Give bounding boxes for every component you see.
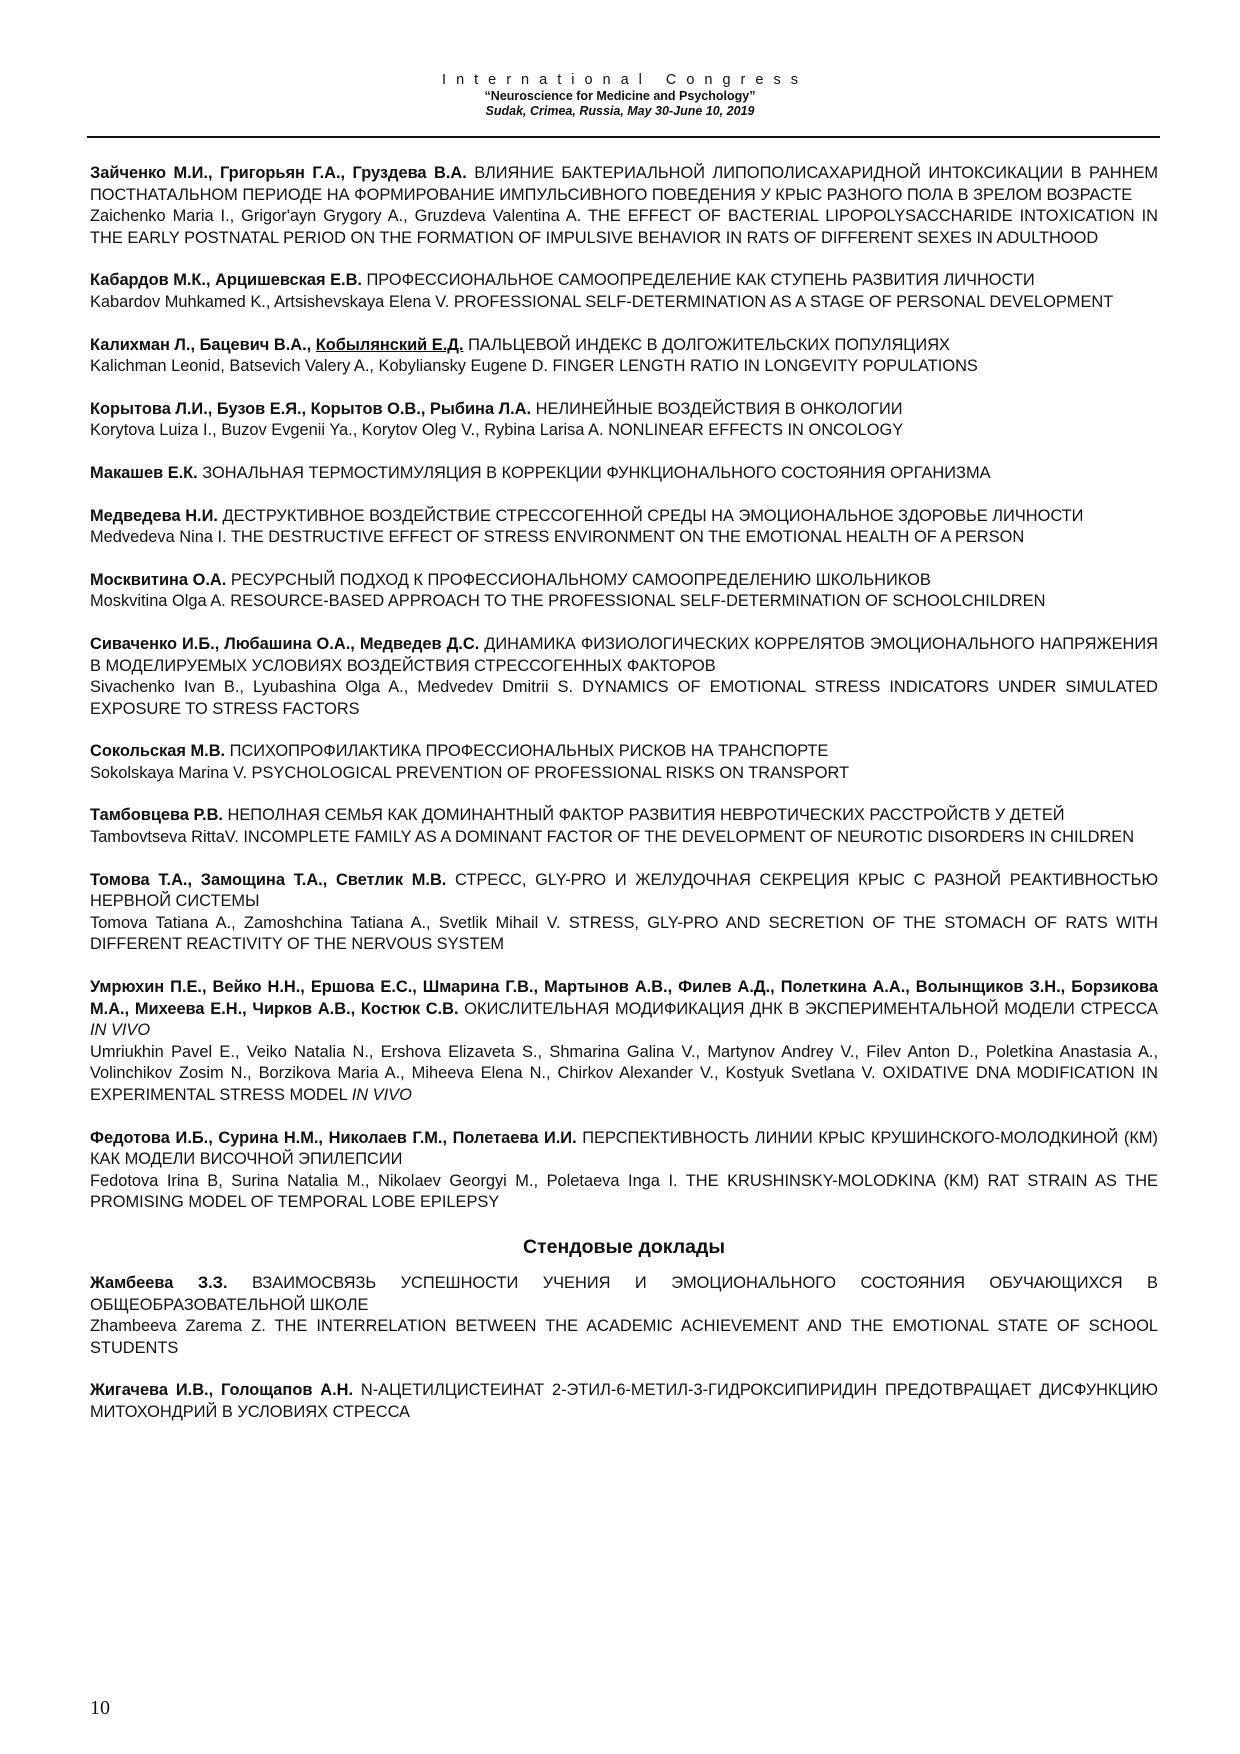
ru-authors: Сиваченко И.Б., Любашина О.А., Медведев Д.С. bbox=[90, 634, 480, 653]
en-italic-term: IN VIVO bbox=[351, 1086, 412, 1104]
abstract-entry bbox=[90, 741, 1158, 784]
ru-citation bbox=[90, 1380, 1158, 1423]
ru-citation bbox=[90, 805, 1158, 827]
poster-entry bbox=[90, 1380, 1158, 1423]
running-header bbox=[0, 72, 1240, 119]
abstract-entry bbox=[90, 399, 1158, 442]
abstract-entry bbox=[90, 1128, 1158, 1214]
en-citation: Zaichenko Maria I., Grigor'ayn Grygory A., Gruzdeva Valentina A. THE EFFECT OF BACTERIAL LIPOPOLYSACCHARIDE INTOXICATION IN THE EARLY POSTNATAL PERIOD ON THE FORMATION OF IMPULSIVE BEHAVIOR IN RATS OF DIFFERENT SEXES IN ADULTHOOD bbox=[90, 207, 1158, 247]
ru-authors: Калихман Л., Бацевич В.А., bbox=[90, 335, 316, 354]
ru-title: ДЕСТРУКТИВНОЕ ВОЗДЕЙСТВИЕ СТРЕССОГЕННОЙ СРЕДЫ НА ЭМОЦИОНАЛЬНОЕ ЗДОРОВЬЕ ЛИЧНОСТИ bbox=[217, 506, 1084, 525]
congress-name: “Neuroscience for Medicine and Psychology” bbox=[484, 89, 756, 103]
ru-citation bbox=[90, 335, 1158, 357]
ru-title: ДИНАМИКА ФИЗИОЛОГИЧЕСКИХ КОРРЕЛЯТОВ ЭМОЦИОНАЛЬНОГО НАПРЯЖЕНИЯ В МОДЕЛИРУЕМЫХ УСЛОВИЯХ ВОЗДЕЙСТВИЯ СТРЕССОГЕННЫХ ФАКТОРОВ bbox=[90, 634, 1158, 675]
abstract-entry bbox=[90, 463, 1158, 485]
ru-authors: Медведева Н.И. bbox=[90, 506, 218, 525]
ru-title: ПЕРСПЕКТИВНОСТЬ ЛИНИИ КРЫС КРУШИНСКОГО-МОЛОДКИНОЙ (КМ) КАК МОДЕЛИ ВИСОЧНОЙ ЭПИЛЕПСИИ bbox=[90, 1128, 1158, 1169]
abstract-entry bbox=[90, 335, 1158, 378]
ru-presenting-author: Кобылянский Е.Д. bbox=[315, 335, 464, 354]
abstract-entry bbox=[90, 570, 1158, 613]
ru-title: ВЛИЯНИЕ БАКТЕРИАЛЬНОЙ ЛИПОПОЛИСАХАРИДНОЙ ИНТОКСИКАЦИИ В РАННЕМ ПОСТНАТАЛЬНОМ ПЕРИОДЕ НА ФОРМИРОВАНИЕ ИМПУЛЬСИВНОГО ПОВЕДЕНИЯ У КРЫС РАЗНОГО ПОЛА В ЗРЕЛОМ ВОЗРАСТЕ bbox=[90, 164, 1158, 204]
congress-label: International Congress bbox=[442, 72, 808, 88]
en-citation: Korytova Luiza I., Buzov Evgenii Ya., Korytov Oleg V., Rybina Larisa A. NONLINEAR EFFECTS IN ONCOLOGY bbox=[90, 421, 904, 440]
en-citation: Sokolskaya Marina V. PSYCHOLOGICAL PREVENTION OF PROFESSIONAL RISKS ON TRANSPORT bbox=[90, 763, 850, 782]
ru-citation bbox=[90, 163, 1158, 206]
abstract-entry bbox=[90, 977, 1158, 1107]
ru-authors: Корытова Л.И., Бузов Е.Я., Корытов О.В., Рыбина Л.А. bbox=[90, 399, 532, 418]
ru-title: НЕЛИНЕЙНЫЕ ВОЗДЕЙСТВИЯ В ОНКОЛОГИИ bbox=[531, 399, 903, 418]
ru-authors: Тамбовцева Р.В. bbox=[90, 806, 223, 825]
ru-italic-term: IN VIVO bbox=[90, 1021, 151, 1040]
ru-title: НЕПОЛНАЯ СЕМЬЯ КАК ДОМИНАНТНЫЙ ФАКТОР РАЗВИТИЯ НЕВРОТИЧЕСКИХ РАССТРОЙСТВ У ДЕТЕЙ bbox=[222, 806, 1065, 825]
abstract-entry bbox=[90, 506, 1158, 549]
en-citation bbox=[90, 1042, 1158, 1107]
ru-title: ЗОНАЛЬНАЯ ТЕРМОСТИМУЛЯЦИЯ В КОРРЕКЦИИ ФУНКЦИОНАЛЬНОГО СОСТОЯНИЯ ОРГАНИЗМА bbox=[197, 463, 991, 482]
ru-citation bbox=[90, 634, 1158, 677]
en-text: Umriukhin Pavel E., Veiko Natalia N., Ershova Elizaveta S., Shmarina Galina V., Martynov Andrey V., Filev Anton D., Poletkina Anastasia A., Volinchikov Zosim N., Borzikova Maria A., Miheeva Elena N., Chirkov Alexander V., Kostyuk Svetlana V. OXIDATIVE DNA MODIFICATION IN EXPERIMENTAL STRESS MODEL bbox=[90, 1042, 1158, 1104]
ru-authors: Томова Т.А., Замощина Т.А., Светлик М.В. bbox=[90, 870, 447, 889]
ru-title: РЕСУРСНЫЙ ПОДХОД К ПРОФЕССИОНАЛЬНОМУ САМООПРЕДЕЛЕНИЮ ШКОЛЬНИКОВ bbox=[226, 570, 931, 589]
abstract-entry bbox=[90, 270, 1158, 313]
abstract-entry bbox=[90, 870, 1158, 956]
poster-entry bbox=[90, 1273, 1158, 1359]
ru-authors: Жигачева И.В., Голощапов А.Н. bbox=[90, 1381, 354, 1400]
ru-authors: Зайченко М.И., Григорьян Г.А., Груздева В.А. bbox=[90, 164, 467, 182]
congress-location-dates: Sudak, Crimea, Russia, May 30-June 10, 2019 bbox=[485, 104, 755, 118]
ru-title: ПАЛЬЦЕВОЙ ИНДЕКС В ДОЛГОЖИТЕЛЬСКИХ ПОПУЛЯЦИЯХ bbox=[463, 335, 950, 354]
ru-citation bbox=[90, 463, 1158, 485]
ru-citation bbox=[90, 270, 1158, 292]
abstract-list bbox=[90, 163, 1158, 1445]
ru-citation bbox=[90, 506, 1158, 528]
ru-authors: Макашев Е.К. bbox=[90, 463, 198, 482]
ru-citation bbox=[90, 1273, 1158, 1316]
ru-citation bbox=[90, 1128, 1158, 1171]
en-citation: Sivachenko Ivan B., Lyubashina Olga A., Medvedev Dmitrii S. DYNAMICS OF EMOTIONAL STRESS INDICATORS UNDER SIMULATED EXPOSURE TO STRESS FACTORS bbox=[90, 678, 1158, 718]
ru-title: СТРЕСС, GLY-PRO И ЖЕЛУДОЧНАЯ СЕКРЕЦИЯ КРЫС С РАЗНОЙ РЕАКТИВНОСТЬЮ НЕРВНОЙ СИСТЕМЫ bbox=[90, 870, 1159, 911]
abstract-entry bbox=[90, 805, 1158, 848]
ru-citation bbox=[90, 870, 1158, 913]
page-number: 10 bbox=[90, 1697, 110, 1719]
ru-authors: Жамбеева З.З. bbox=[90, 1273, 228, 1292]
en-citation: Fedotova Irina B, Surina Natalia M., Nikolaev Georgyi M., Poletaeva Inga I. THE KRUSHINSKY-MOLODKINA (KM) RAT STRAIN AS THE PROMISING MODEL OF TEMPORAL LOBE EPILEPSY bbox=[90, 1171, 1158, 1212]
ru-citation bbox=[90, 399, 1158, 421]
ru-title: ВЗАИМОСВЯЗЬ УСПЕШНОСТИ УЧЕНИЯ И ЭМОЦИОНАЛЬНОГО СОСТОЯНИЯ ОБУЧАЮЩИХСЯ В ОБЩЕОБРАЗОВАТЕЛЬНОЙ ШКОЛЕ bbox=[90, 1273, 1158, 1314]
abstract-entry bbox=[90, 634, 1158, 720]
en-citation: Kabardov Muhkamed K., Artsishevskaya Elena V. PROFESSIONAL SELF-DETERMINATION AS A STAGE OF PERSONAL DEVELOPMENT bbox=[90, 292, 1114, 311]
ru-citation bbox=[90, 570, 1158, 592]
en-citation: Medvedeva Nina I. THE DESTRUCTIVE EFFECT OF STRESS ENVIRONMENT ON THE EMOTIONAL HEALTH OF A PERSON bbox=[90, 528, 1025, 547]
en-citation: Moskvitina Olga A. RESOURCE-BASED APPROACH TO THE PROFESSIONAL SELF-DETERMINATION OF SCHOOLCHILDREN bbox=[90, 592, 1046, 611]
en-citation: Tomova Tatiana A., Zamoshchina Tatiana A., Svetlik Mihail V. STRESS, GLY-PRO AND SECRETION OF THE STOMACH OF RATS WITH DIFFERENT REACTIVITY OF THE NERVOUS SYSTEM bbox=[90, 913, 1158, 954]
ru-title: ПРОФЕССИОНАЛЬНОЕ САМООПРЕДЕЛЕНИЕ КАК СТУПЕНЬ РАЗВИТИЯ ЛИЧНОСТИ bbox=[361, 271, 1035, 290]
ru-title: ОКИСЛИТЕЛЬНАЯ МОДИФИКАЦИЯ ДНК В ЭКСПЕРИМЕНТАЛЬНОЙ МОДЕЛИ СТРЕССА bbox=[458, 999, 1158, 1018]
ru-title: ПСИХОПРОФИЛАКТИКА ПРОФЕССИОНАЛЬНЫХ РИСКОВ НА ТРАНСПОРТЕ bbox=[225, 742, 829, 761]
ru-authors: Федотова И.Б., Сурина Н.М., Николаев Г.М., Полетаева И.И. bbox=[90, 1128, 577, 1147]
en-citation: Tambovtseva RittaV. INCOMPLETE FAMILY AS A DOMINANT FACTOR OF THE DEVELOPMENT OF NEUROTIC DISORDERS IN CHILDREN bbox=[90, 828, 1135, 847]
en-citation: Kalichman Leonid, Batsevich Valery A., Kobyliansky Eugene D. FINGER LENGTH RATIO IN LONGEVITY POPULATIONS bbox=[90, 357, 978, 376]
ru-citation bbox=[90, 977, 1158, 1042]
ru-title: N-АЦЕТИЛЦИСТЕИНАТ 2-ЭТИЛ-6-МЕТИЛ-3-ГИДРОКСИПИРИДИН ПРЕДОТВРАЩАЕТ ДИСФУНКЦИЮ МИТОХОНДРИЙ В УСЛОВИЯХ СТРЕССА bbox=[90, 1381, 1158, 1421]
section-heading-posters: Стендовые доклады bbox=[523, 1235, 725, 1258]
ru-citation bbox=[90, 741, 1158, 763]
ru-authors: Сокольская М.В. bbox=[90, 742, 226, 761]
ru-authors: Умрюхин П.Е., Вейко Н.Н., Ершова Е.С., Шмарина Г.В., Мартынов А.В., Филев А.Д., Полеткина А.А., Волынщиков З.Н., Борзикова М.А., Михеева Е.Н., Чирков А.В., Костюк С.В. bbox=[90, 978, 1158, 1018]
ru-authors: Кабардов М.К., Арцишевская Е.В. bbox=[90, 271, 362, 290]
abstract-entry bbox=[90, 163, 1158, 249]
en-citation: Zhambeeva Zarema Z. THE INTERRELATION BETWEEN THE ACADEMIC ACHIEVEMENT AND THE EMOTIONAL STATE OF SCHOOL STUDENTS bbox=[90, 1317, 1158, 1357]
ru-authors: Москвитина О.А. bbox=[90, 570, 227, 589]
header-rule bbox=[87, 136, 1160, 138]
